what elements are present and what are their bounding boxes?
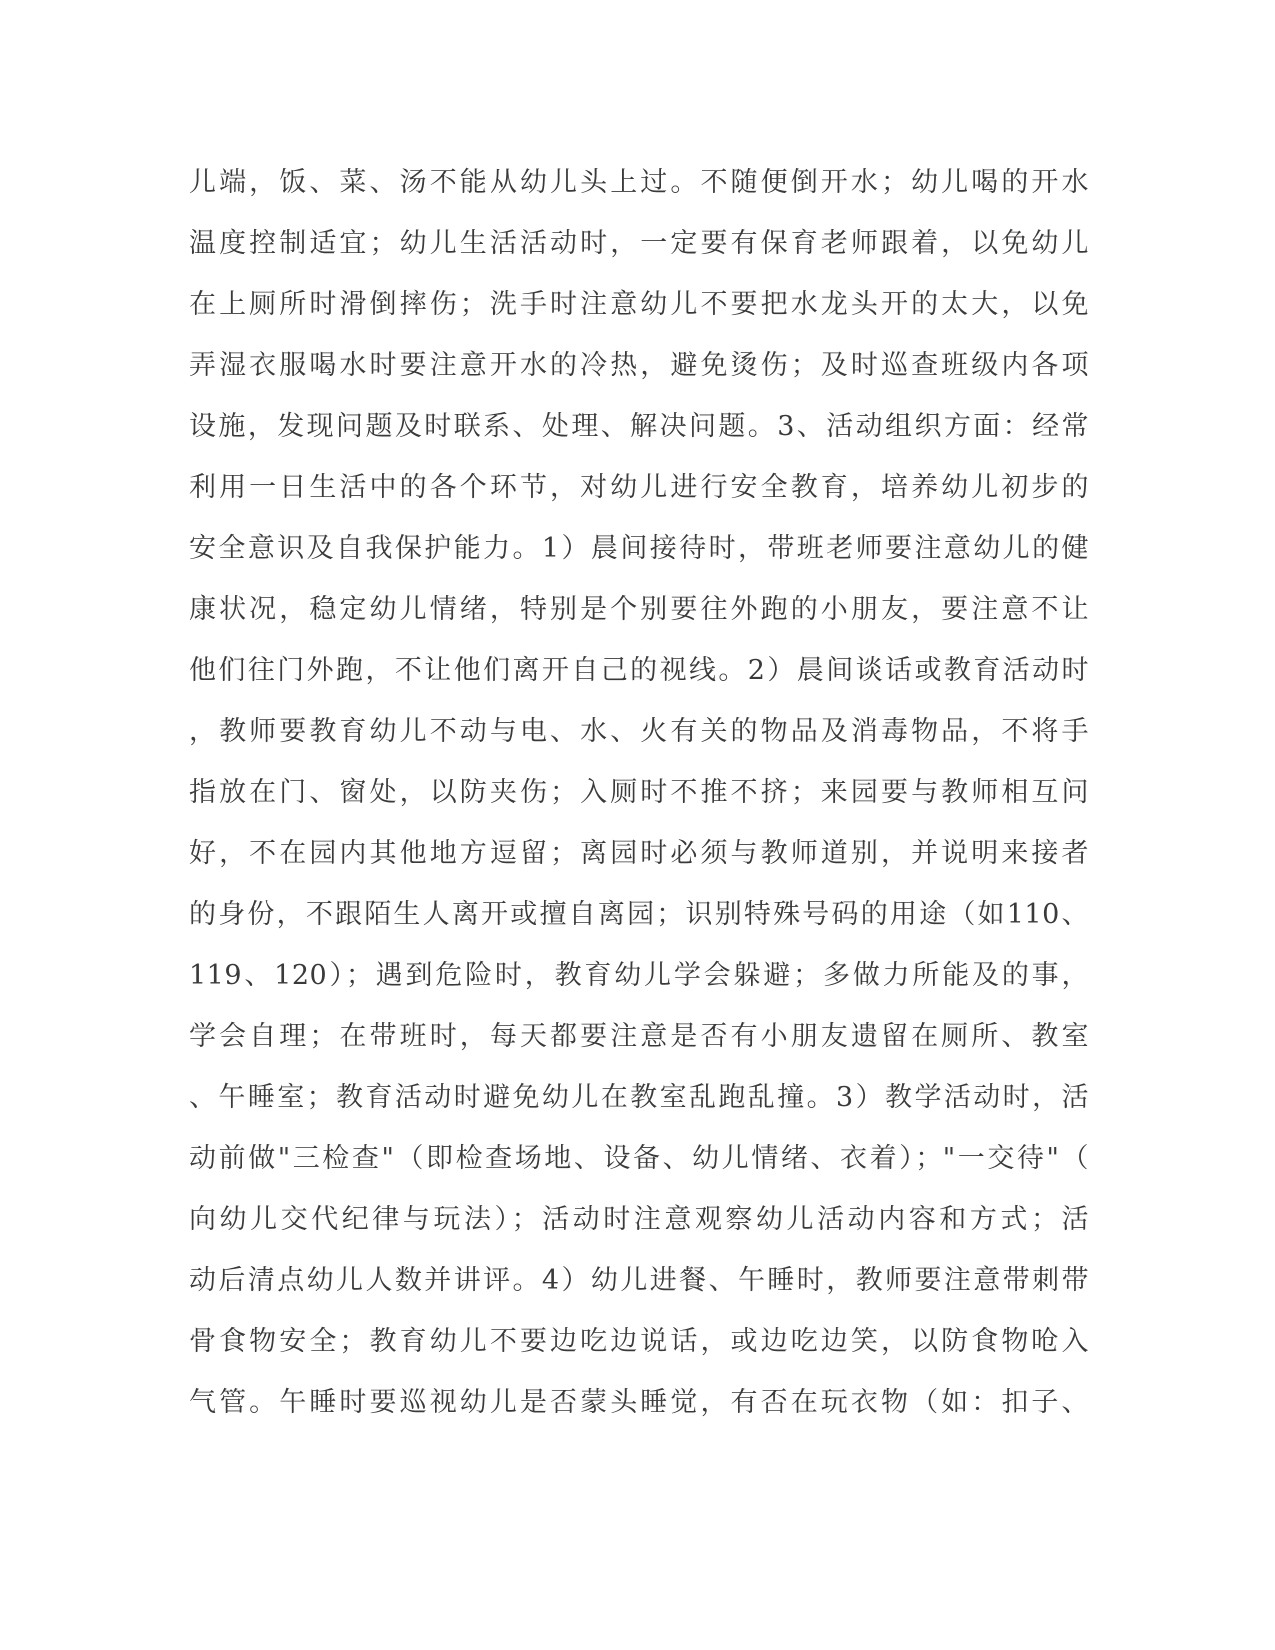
text-line: 气管。午睡时要巡视幼儿是否蒙头睡觉，有否在玩衣物（如：扣子、	[189, 1387, 1089, 1418]
text-line: ，教师要教育幼儿不动与电、水、火有关的物品及消毒物品，不将手	[189, 716, 1089, 747]
text-line: 119、120）；遇到危险时，教育幼儿学会躲避；多做力所能及的事，	[189, 960, 1089, 991]
text-line: 好，不在园内其他地方逗留；离园时必须与教师道别，并说明来接者	[189, 838, 1089, 869]
text-line: 动前做"三检查"（即检查场地、设备、幼儿情绪、衣着）；"一交待"（	[189, 1143, 1089, 1174]
text-line: 弄湿衣服喝水时要注意开水的冷热，避免烫伤；及时巡查班级内各项	[189, 350, 1089, 381]
text-line: 温度控制适宜；幼儿生活活动时，一定要有保育老师跟着，以免幼儿	[189, 228, 1089, 259]
text-line: 指放在门、窗处，以防夹伤；入厕时不推不挤；来园要与教师相互问	[189, 777, 1089, 808]
text-line: 向幼儿交代纪律与玩法）；活动时注意观察幼儿活动内容和方式；活	[189, 1204, 1089, 1235]
text-line: 在上厕所时滑倒摔伤；洗手时注意幼儿不要把水龙头开的太大，以免	[189, 289, 1089, 320]
text-line: 动后清点幼儿人数并讲评。4）幼儿进餐、午睡时，教师要注意带刺带	[189, 1265, 1089, 1296]
text-line: 安全意识及自我保护能力。1）晨间接待时，带班老师要注意幼儿的健	[189, 533, 1089, 564]
text-line: 设施，发现问题及时联系、处理、解决问题。3、活动组织方面：经常	[189, 411, 1089, 442]
text-line: 、午睡室；教育活动时避免幼儿在教室乱跑乱撞。3）教学活动时，活	[189, 1082, 1089, 1113]
text-line: 康状况，稳定幼儿情绪，特别是个别要往外跑的小朋友，要注意不让	[189, 594, 1089, 625]
text-line: 儿端，饭、菜、汤不能从幼儿头上过。不随便倒开水；幼儿喝的开水	[189, 167, 1089, 198]
body-text	[189, 164, 1089, 1445]
text-line: 学会自理；在带班时，每天都要注意是否有小朋友遗留在厕所、教室	[189, 1021, 1089, 1052]
text-line: 骨食物安全；教育幼儿不要边吃边说话，或边吃边笑，以防食物呛入	[189, 1326, 1089, 1357]
text-line: 利用一日生活中的各个环节，对幼儿进行安全教育，培养幼儿初步的	[189, 472, 1089, 503]
text-line: 他们往门外跑，不让他们离开自己的视线。2）晨间谈话或教育活动时	[189, 655, 1089, 686]
text-line: 的身份，不跟陌生人离开或擅自离园；识别特殊号码的用途（如110、	[189, 899, 1089, 930]
